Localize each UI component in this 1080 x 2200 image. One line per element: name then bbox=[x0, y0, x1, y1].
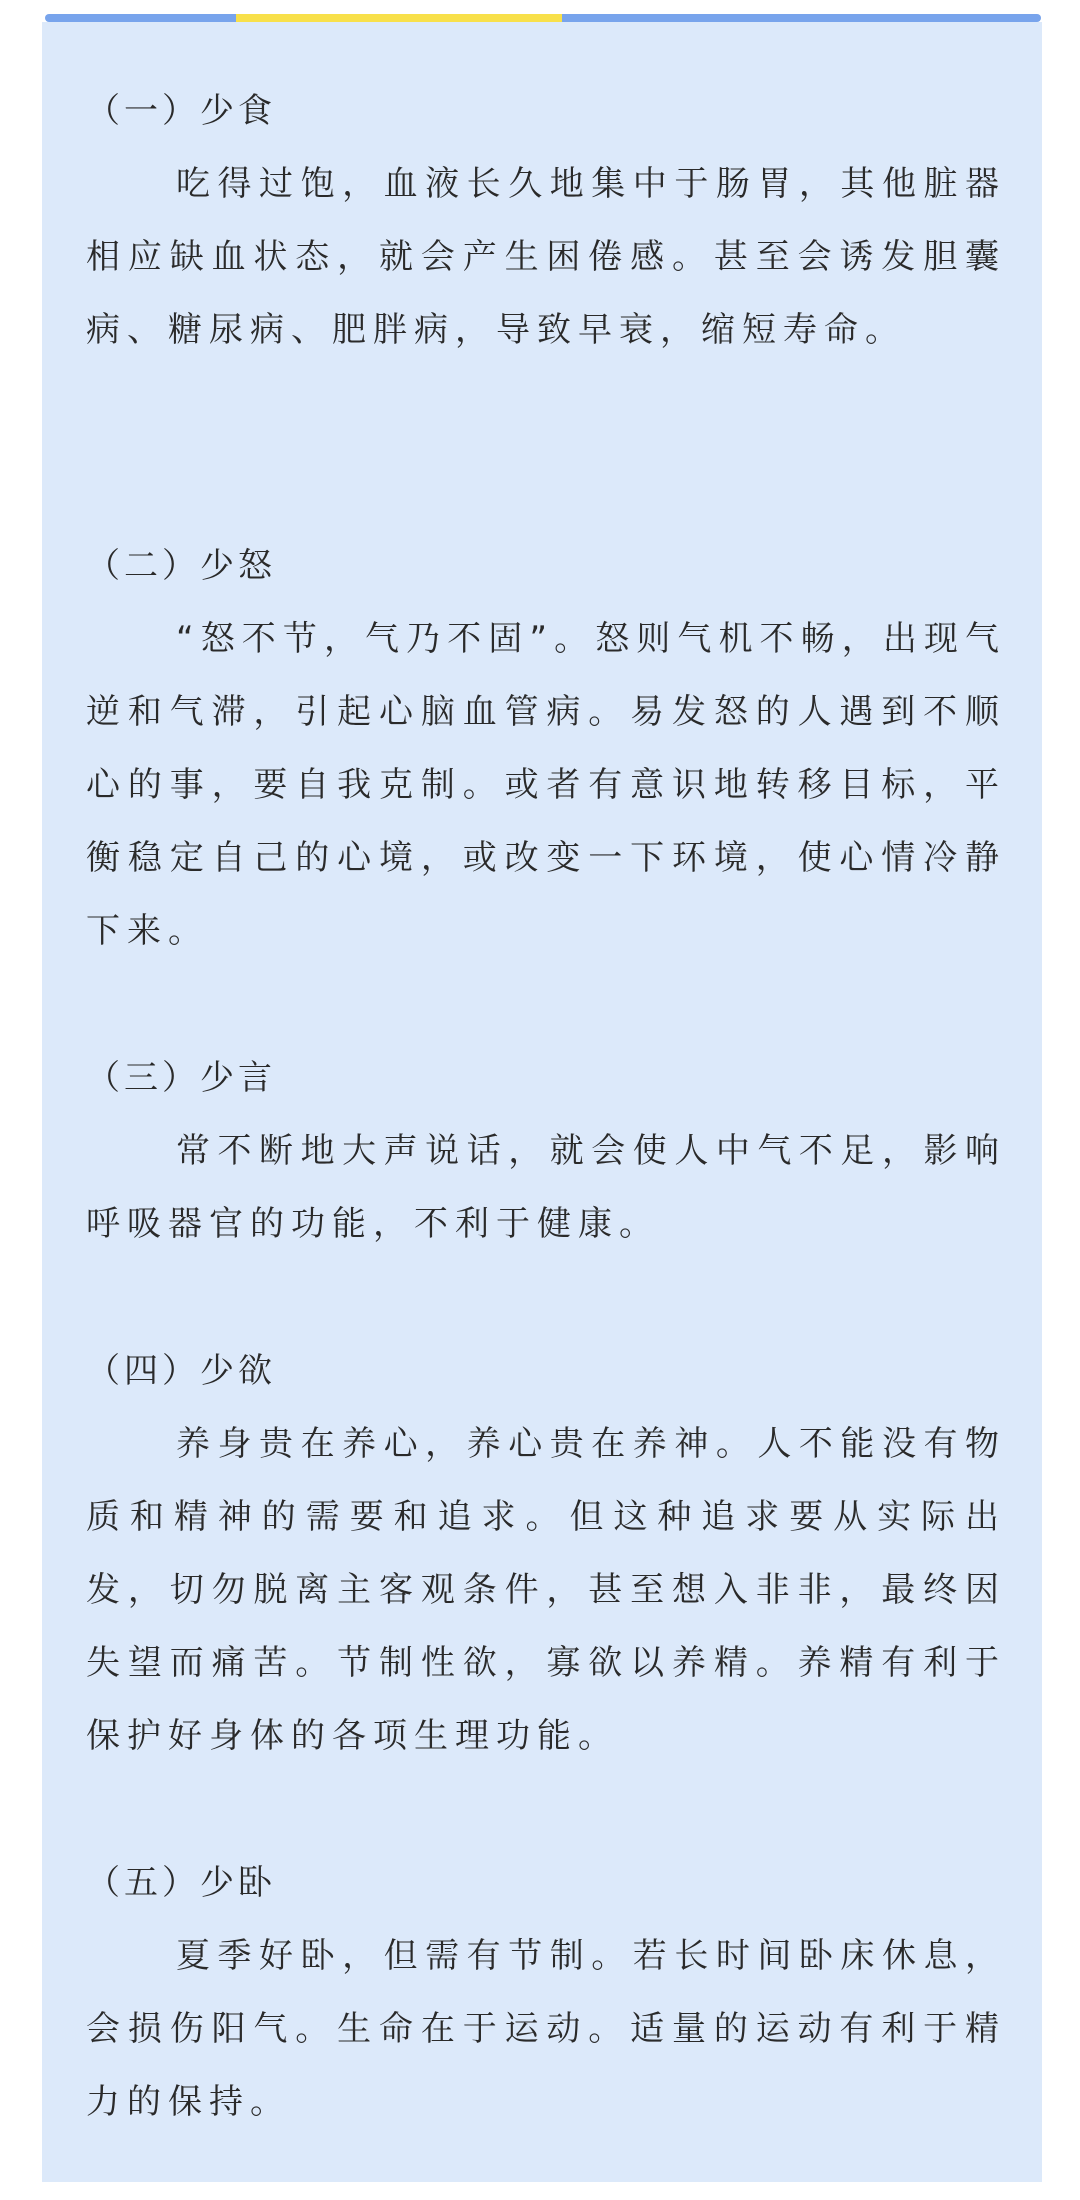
section-paragraph: “怒不节，气乃不固”。怒则气机不畅，出现气逆和气滞，引起心脑血管病。易发怒的人遇到不顺心的事，要自我克制。或者有意识地转移目标，平衡稳定自己的心境，或改变一下环境，使心情冷静下来。 bbox=[86, 619, 1006, 951]
section-heading: （四）少欲 bbox=[86, 1351, 276, 1391]
section-eat-less bbox=[86, 75, 1006, 367]
section-heading: （一）少食 bbox=[86, 91, 276, 131]
section-paragraph: 常不断地大声说话，就会使人中气不足，影响呼吸器官的功能，不利于健康。 bbox=[86, 1131, 1006, 1244]
section-speak-less bbox=[86, 1042, 1006, 1261]
section-heading: （二）少怒 bbox=[86, 546, 276, 586]
section-desire-less bbox=[86, 1335, 1006, 1773]
section-paragraph: 夏季好卧，但需有节制。若长时间卧床休息，会损伤阳气。生命在于运动。适量的运动有利于精力的保持。 bbox=[86, 1936, 1006, 2122]
top-accent-bar bbox=[45, 14, 1041, 22]
article-panel bbox=[42, 22, 1042, 2182]
section-heading: （三）少言 bbox=[86, 1058, 276, 1098]
section-lie-less bbox=[86, 1847, 1006, 2139]
section-paragraph: 养身贵在养心，养心贵在养神。人不能没有物质和精神的需要和追求。但这种追求要从实际出发，切勿脱离主客观条件，甚至想入非非，最终因失望而痛苦。节制性欲，寡欲以养精。养精有利于保护好身体的各项生理功能。 bbox=[86, 1424, 1006, 1756]
section-heading: （五）少卧 bbox=[86, 1863, 276, 1903]
section-paragraph: 吃得过饱，血液长久地集中于肠胃，其他脏器相应缺血状态，就会产生困倦感。甚至会诱发胆囊病、糖尿病、肥胖病，导致早衰，缩短寿命。 bbox=[86, 164, 1006, 350]
section-anger-less bbox=[86, 530, 1006, 968]
top-accent-highlight bbox=[236, 14, 562, 22]
